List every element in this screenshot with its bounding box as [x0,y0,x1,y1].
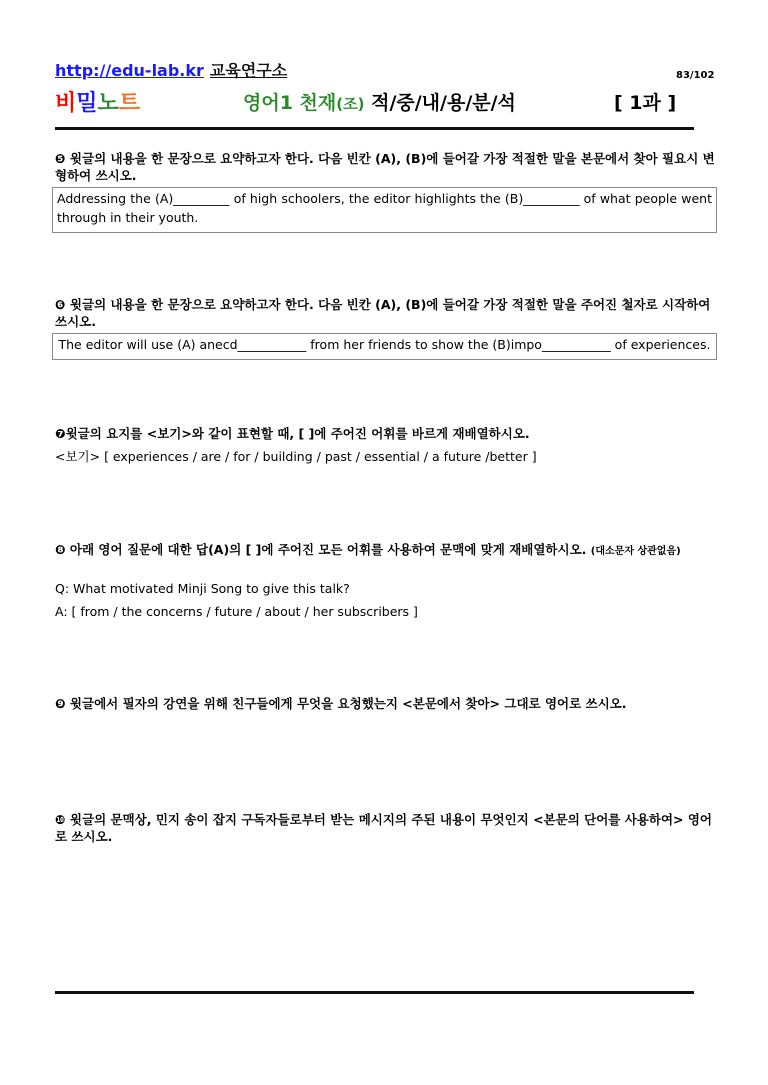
brand-title [55,86,140,117]
question-6: ❻ 윗글의 내용을 한 문장으로 요약하고자 한다. 다음 빈칸 (A), (B)에 들어갈 가장 적절한 말을 주어진 철자로 시작하여 쓰시오. [55,297,711,329]
question-8-a: A: [ from / the concerns / future / about / her subscribers ] [55,604,418,619]
subject-title [243,88,516,115]
footer-rule [55,991,694,994]
org-name: 교육연구소 [209,61,288,80]
brand-char: 트 [118,91,141,116]
brand-char: 비 [55,91,77,116]
brand-char: 노 [97,91,119,116]
question-7-bogi: <보기> [ experiences / are / for / building / past / essential / a future /better ] [55,449,537,464]
question-8-q: Q: What motivated Minji Song to give this talk? [55,581,350,596]
brand-char: 밀 [76,91,98,116]
question-8-note: (대소문자 상관없음) [590,546,681,557]
lesson-label: [ 1과 ] [614,92,677,114]
subject-name: 영어1 천재 [243,92,337,114]
header-url [55,58,287,81]
question-6-box: The editor will use (A) anecd___________ from her friends to show the (B)impo___________ of experiences. [52,333,717,360]
question-5: ❺ 윗글의 내용을 한 문장으로 요약하고자 한다. 다음 빈칸 (A), (B)에 들어갈 가장 적절한 말을 본문에서 찾아 필요시 변형하여 쓰시오. [55,151,715,183]
question-7: ❼윗글의 요지를 <보기>와 같이 표현할 때, [ ]에 주어진 어휘를 바르게 재배열하시오. [55,426,530,441]
header-rule [55,127,694,130]
question-8 [55,541,715,560]
question-9: ❾ 윗글에서 필자의 강연을 위해 친구들에게 무엇을 요청했는지 <본문에서 찾아> 그대로 영어로 쓰시오. [55,696,627,711]
page-number: 83/102 [676,70,715,81]
question-10: ❿ 윗글의 문맥상, 민지 송이 잡지 구독자들로부터 받는 메시지의 주된 내용이 무엇인지 <본문의 단어를 사용하여> 영어로 쓰시오. [55,812,713,844]
publisher-suffix: (조) [336,95,365,113]
question-8-text: ❽ 아래 영어 질문에 대한 답(A)의 [ ]에 주어진 모든 어휘를 사용하여 문맥에 맞게 재배열하시오. [55,542,587,557]
question-5-box: Addressing the (A)_________ of high schoolers, the editor highlights the (B)_________ of what people went through in their youth. [52,187,717,233]
subject-tail: 적/중/내/용/분/석 [371,92,516,114]
site-link[interactable]: http://edu-lab.kr [55,61,204,80]
